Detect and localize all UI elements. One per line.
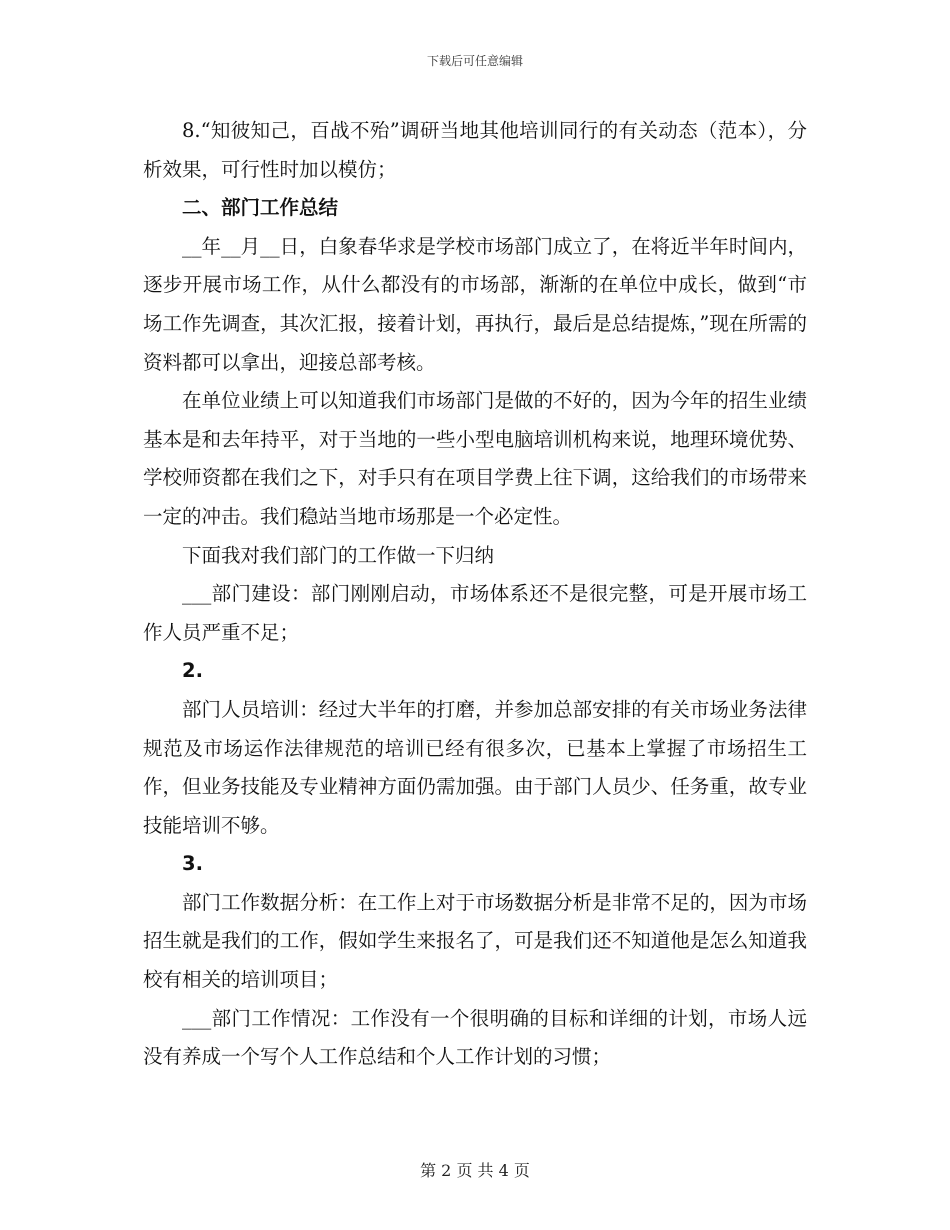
paragraph-department-building: ___部门建设：部门刚刚启动，市场体系还不是很完整，可是开展市场工作人员严重不足；	[143, 582, 807, 644]
page-number: 第 2 页 共 4 页	[420, 1161, 530, 1180]
paragraph-staff-training: 部门人员培训：经过大半年的打磨，并参加总部安排的有关市场业务法律规范及市场运作法律规范的培训已经有很多次，已基本上掌握了市场招生工作，但业务技能及专业精神方面仍需加强。由于部门人员少、任务重，故专业技能培训不够。	[143, 697, 807, 837]
paragraph-data-analysis: 部门工作数据分析：在工作上对于市场数据分析是非常不足的，因为市场招生就是我们的工作，假如学生来报名了，可是我们还不知道他是怎么知道我校有相关的培训项目；	[143, 890, 807, 992]
paragraph-work-status: ___部门工作情况：工作没有一个很明确的目标和详细的计划，市场人远没有养成一个写个人工作总结和个人工作计划的习惯；	[143, 1006, 807, 1069]
page-header: 下载后可任意编辑	[426, 54, 523, 68]
paragraph-item-8: 8.“知彼知己，百战不殆”调研当地其他培训同行的有关动态（范本），分析效果，可行性时加以模仿；	[143, 119, 807, 181]
paragraph-performance: 在单位业绩上可以知道我们市场部门是做的不好的，因为今年的招生业绩基本是和去年持平，对于当地的一些小型电脑培训机构来说，地理环境优势、学校师资都在我们之下，对手只有在项目学费上往下调，这给我们的市场带来一定的冲击。我们稳站当地市场那是一个必定性。	[143, 389, 807, 528]
document-body	[143, 112, 807, 1077]
item-number-2: 2.	[182, 659, 203, 683]
item-number-3: 3.	[182, 852, 203, 876]
paragraph-founding: __年__月__日，白象春华求是学校市场部门成立了，在将近半年时间内，逐步开展市场工作，从什么都没有的市场部，渐渐的在单位中成长，做到“市场工作先调查，其次汇报，接着计划，再执行，最后是总结提炼，”现在所需的资料都可以拿出，迎接总部考核。	[143, 234, 807, 374]
paragraph-summary-intro: 下面我对我们部门的工作做一下归纳	[182, 543, 495, 567]
section-heading: 二、部门工作总结	[182, 196, 339, 220]
